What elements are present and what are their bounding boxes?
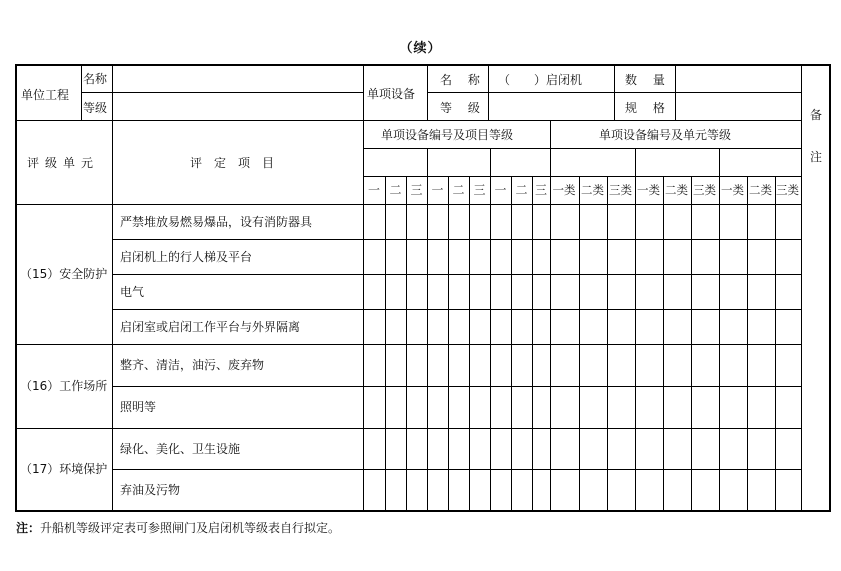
item-grade-col-label: 三 xyxy=(473,183,486,197)
unit-grade-col-label: 二类 xyxy=(749,183,772,197)
eval-item-cell: 严禁堆放易燃易爆品，设有消防器具 xyxy=(120,214,313,229)
table-rule xyxy=(550,176,551,510)
table-rule xyxy=(15,428,801,429)
item-grade-col-label: 二 xyxy=(515,183,528,197)
table-rule xyxy=(747,176,748,510)
item-grade-col-label: 二 xyxy=(452,183,465,197)
table-border-left xyxy=(15,64,17,512)
name-label: 名称 xyxy=(83,72,108,86)
table-rule xyxy=(112,274,801,275)
table-rule xyxy=(112,469,801,470)
table-border-top xyxy=(15,64,831,66)
table-rule xyxy=(112,239,801,240)
table-rule xyxy=(363,148,801,149)
table-rule xyxy=(579,176,580,510)
table-rule xyxy=(112,309,801,310)
eval-item-cell: 绿化、美化、卫生设施 xyxy=(120,441,241,456)
quantity-label: 数 量 xyxy=(625,73,671,87)
item-grade-col-label: 一 xyxy=(494,183,507,197)
table-rule xyxy=(691,176,692,510)
item-grade-header: 单项设备编号及项目等级 xyxy=(381,128,514,142)
eval-item-cell: 弃油及污物 xyxy=(120,482,181,497)
spec-label: 规 格 xyxy=(625,101,671,115)
table-border-bottom xyxy=(15,510,831,512)
footnote-text: 升船机等级评定表可参照闸门及启闭机等级表自行拟定。 xyxy=(40,521,341,535)
item-grade-col-label: 二 xyxy=(389,183,402,197)
table-rule xyxy=(112,386,801,387)
unit-grade-col-label: 一类 xyxy=(637,183,660,197)
unit-grade-col-label: 二类 xyxy=(581,183,604,197)
unit-grade-col-label: 一类 xyxy=(721,183,744,197)
table-rule xyxy=(363,64,364,510)
table-rule xyxy=(15,344,801,345)
unit-project-label: 单位工程 xyxy=(21,88,70,102)
table-rule xyxy=(81,92,363,93)
single-equipment-label: 单项设备 xyxy=(367,87,416,101)
page-title: （续） xyxy=(399,41,442,56)
eval-unit-cell: （17）环境保护 xyxy=(20,462,108,476)
table-rule xyxy=(490,176,491,510)
unit-grade-header: 单项设备编号及单元等级 xyxy=(599,128,732,142)
table-rule xyxy=(112,64,113,510)
remarks-label-2: 注 xyxy=(810,150,823,164)
table-rule xyxy=(363,176,801,177)
table-rule xyxy=(607,176,608,510)
unit-grade-col-label: 三类 xyxy=(776,183,799,197)
unit-grade-col-label: 二类 xyxy=(665,183,688,197)
eval-unit-cell: （15）安全防护 xyxy=(20,267,108,281)
table-rule xyxy=(532,176,533,510)
eval-unit-cell: （16）工作场所 xyxy=(20,379,108,393)
table-rule xyxy=(635,176,636,510)
table-rule xyxy=(15,204,801,205)
remarks-label-1: 备 xyxy=(810,108,823,122)
eval-item-cell: 启闭机上的行人梯及平台 xyxy=(120,249,253,264)
table-rule xyxy=(511,176,512,510)
equipment-name-label: 名 称 xyxy=(440,73,486,87)
eval-item-cell: 照明等 xyxy=(120,400,157,414)
table-rule xyxy=(448,176,449,510)
table-rule xyxy=(15,120,801,121)
eval-item-cell: 整齐、清洁，油污、废弃物 xyxy=(120,358,265,372)
eval-item-cell: 电气 xyxy=(120,284,145,299)
eval-items-header: 评定项目 xyxy=(190,156,287,170)
table-rule xyxy=(775,176,776,510)
item-grade-col-label: 一 xyxy=(368,183,381,197)
table-rule xyxy=(427,92,801,93)
eval-item-cell: 启闭室或启闭工作平台与外界隔离 xyxy=(120,319,301,334)
table-rule xyxy=(469,176,470,510)
table-rule xyxy=(385,176,386,510)
footnote-prefix: 注： xyxy=(16,521,41,535)
unit-grade-col-label: 一类 xyxy=(552,183,576,197)
hoist-type-label: （ ）启闭机 xyxy=(498,73,583,87)
table-rule xyxy=(719,176,720,510)
item-grade-col-label: 三 xyxy=(535,183,548,197)
item-grade-col-label: 一 xyxy=(431,183,444,197)
footnote xyxy=(16,519,340,536)
table-border-right xyxy=(829,64,831,512)
table-rule xyxy=(427,176,428,510)
grade-label: 等级 xyxy=(83,101,108,115)
table-rule xyxy=(406,176,407,510)
unit-grade-col-label: 三类 xyxy=(609,183,632,197)
equipment-grade-label: 等 级 xyxy=(440,101,486,115)
table-rule xyxy=(663,176,664,510)
unit-grade-col-label: 三类 xyxy=(693,183,716,197)
item-grade-col-label: 三 xyxy=(410,183,423,197)
table-rule xyxy=(801,64,802,510)
eval-unit-header: 评级单元 xyxy=(27,156,100,170)
